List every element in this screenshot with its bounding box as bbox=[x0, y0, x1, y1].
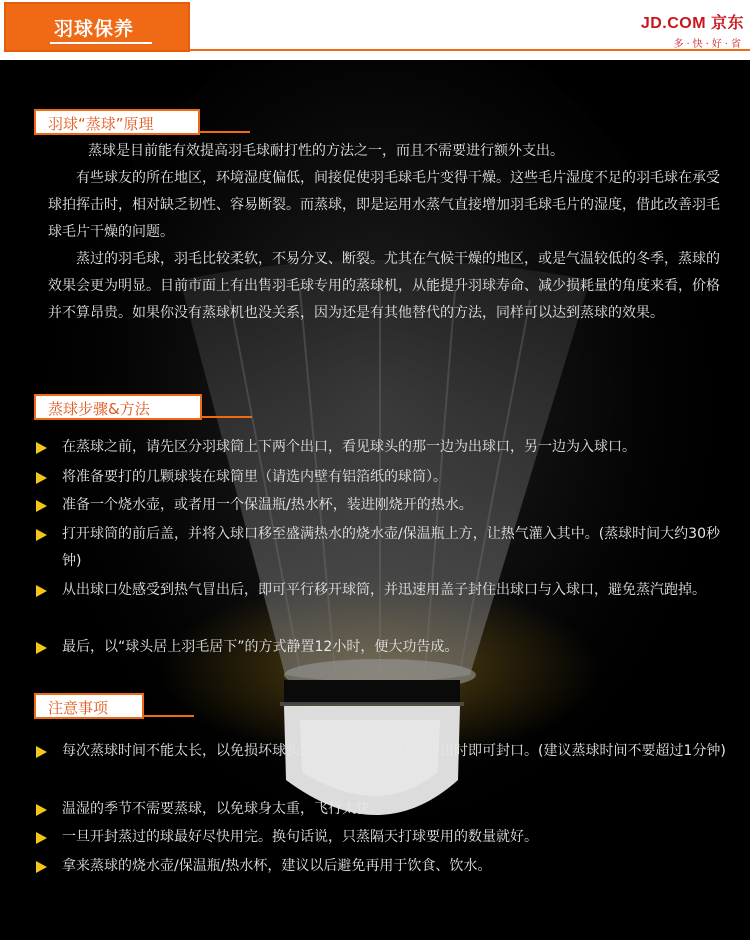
bullet-arrow-icon bbox=[36, 585, 47, 597]
principle-paragraph-1: 蒸球是目前能有效提高羽毛球耐打性的方法之一，而且不需要进行额外支出。 bbox=[88, 143, 564, 159]
title-tab bbox=[4, 2, 190, 52]
bullet-arrow-icon bbox=[36, 442, 47, 454]
section-principle-line bbox=[200, 131, 250, 133]
bullet-arrow-icon bbox=[36, 529, 47, 541]
section-notes-heading: 注意事项 bbox=[34, 693, 144, 719]
title-underline bbox=[50, 42, 152, 44]
bullet-arrow-icon bbox=[36, 500, 47, 512]
section-steps-line bbox=[202, 416, 252, 418]
bullet-arrow-icon bbox=[36, 746, 47, 758]
brand-slogan: 多·快·好·省 bbox=[673, 39, 744, 50]
header-bar bbox=[0, 0, 750, 60]
content-area bbox=[0, 60, 750, 940]
bullet-arrow-icon bbox=[36, 804, 47, 816]
section-notes-line bbox=[144, 715, 194, 717]
bullet-arrow-icon bbox=[36, 832, 47, 844]
section-steps-heading: 蒸球步骤&方法 bbox=[34, 394, 202, 420]
step-item: 准备一个烧水壶，或者用一个保温瓶/热水杯，装进刚烧开的热水。 bbox=[36, 492, 726, 519]
step-item: 从出球口处感受到热气冒出后，即可平行移开球筒，并迅速用盖子封住出球口与入球口，避免蒸汽跑掉。 bbox=[36, 577, 726, 604]
step-item: 在蒸球之前，请先区分羽球筒上下两个出口，看见球头的那一边为出球口，另一边为入球口。 bbox=[36, 434, 726, 461]
note-item: 温湿的季节不需要蒸球，以免球身太重，飞行太快。 bbox=[36, 796, 726, 823]
note-item: 一旦开封蒸过的球最好尽快用完。换句话说，只蒸隔天打球要用的数量就好。 bbox=[36, 824, 726, 851]
note-item: 每次蒸球时间不能太长，以免损坏球头软木。蒸气从出球口冒出时即可封口。(建议蒸球时间不要超过1分钟) bbox=[36, 738, 726, 765]
step-item: 最后，以“球头居上羽毛居下”的方式静置12小时，便大功告成。 bbox=[36, 634, 726, 661]
bullet-arrow-icon bbox=[36, 472, 47, 484]
note-item: 拿来蒸球的烧水壶/保温瓶/热水杯，建议以后避免再用于饮食、饮水。 bbox=[36, 853, 726, 880]
step-item: 将准备要打的几颗球装在球筒里（请选内壁有铝箔纸的球筒）。 bbox=[36, 464, 726, 491]
section-principle-heading: 羽球“蒸球”原理 bbox=[34, 109, 200, 135]
principle-paragraph-2: 有些球友的所在地区，环境湿度偏低，间接促使羽毛球毛片变得干燥。这些毛片湿度不足的羽毛球在承受球拍挥击时，相对缺乏韧性、容易断裂。而蒸球，即是运用水蒸气直接增加羽毛球毛片的湿度，借此改善羽毛球毛片干燥的问题。 bbox=[48, 170, 720, 240]
bullet-arrow-icon bbox=[36, 861, 47, 873]
bullet-arrow-icon bbox=[36, 642, 47, 654]
principle-paragraph-3: 蒸过的羽毛球，羽毛比较柔软，不易分叉、断裂。尤其在气候干燥的地区，或是气温较低的冬季，蒸球的效果会更为明显。目前市面上有出售羽毛球专用的蒸球机，从能提升羽球寿命、减少损耗量的角度来看，价格并不算昂贵。如果你没有蒸球机也没关系，因为还是有其他替代的方法，同样可以达到蒸球的效果。 bbox=[48, 251, 720, 321]
brand-logo bbox=[641, 10, 744, 50]
step-item: 打开球筒的前后盖，并将入球口移至盛满热水的烧水壶/保温瓶上方，让热气灌入其中。(蒸球时间大约30秒钟) bbox=[36, 521, 726, 575]
page-title: 羽球保养 bbox=[54, 18, 135, 40]
brand-logo-text: JD.COM 京东 bbox=[640, 15, 744, 32]
